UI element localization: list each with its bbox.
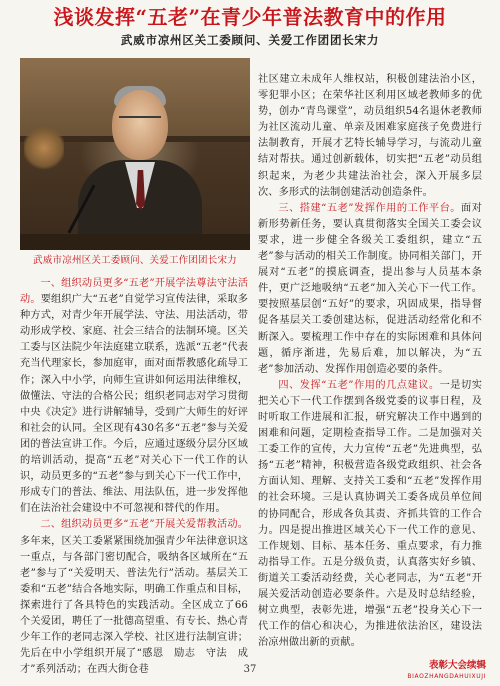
photo-desk bbox=[20, 234, 250, 250]
section-2 bbox=[20, 517, 248, 678]
footer-brand bbox=[407, 660, 486, 682]
photo-person-glasses bbox=[119, 116, 161, 128]
photo-caption: 武威市凉州区关工委顾问、关爱工作团团长宋力 bbox=[33, 255, 237, 266]
author-photo bbox=[20, 58, 250, 250]
section-3-heading: 三、搭建“五老”发挥作用的工作平台。 bbox=[278, 202, 462, 214]
section-4-body: 一是切实把关心下一代工作摆到各级党委的议事日程，及时听取工作进展和汇报，研究解决工作中遇到的困难和问题，定期检查指导工作。二是加强对关工委工作的宣传，大力宣传“五老”先进典型，弘扬“五老”精神，积极营造各级党政组织、社会各方面认知、理解、支持关工委和“五老”发挥作用的社会环境。三是认真协调关工委各成员单位间的协同配合，形成各负其责、齐抓共管的工作合力。四是提出推进区域关心下一代工作的意见、工作规划、目标、基本任务、重点要求，有力推动指导工作。五是分级负责，认真落实好乡镇、街道关工委活动经费，关心老同志，为“五老”开展关爱活动创造必要条件。六是及时总结经验，树立典型，表彰先进，增强“五老”投身关心下一代工作的信心和决心，为推进依法治区，建设法治凉州做出新的贡献。 bbox=[258, 379, 482, 649]
article-title: 浅谈发挥“五老”在青少年普法教育中的作用 bbox=[53, 5, 447, 29]
page-number: 37 bbox=[243, 664, 257, 675]
right-column bbox=[258, 72, 482, 651]
section-1-body: 要组织广大“五老”自觉学习宣传法律，采取多种方式，对青少年开展学法、守法、用法活动，带动形成学校、家庭、社会三结合的法制环境。区关工委与区法院少年法庭建立联系，选派“五老”代表充当代理家长，参加庭审，面对面帮教感化疏导工作；深入中小学，向师生宣讲如何运用法律维权，做懂法、守法的合格公民；组织老同志对学习贯彻中央《决定》进行讲解辅导，受到广大师生的好评和社会的认同。全区现有430名多“五老”参与关爱团的普法宣讲工作。今后，应通过逐级分层分区域的培训活动，提高“五老”对关心下一代工作的认识，动员更多的“五老”参与到关心下一代工作中，形成专门的普法、维法、用法队伍，进一步发挥他们在法治社会建设中不可忽视和替代的作用。 bbox=[20, 294, 249, 515]
footer-brand-title: 表彰大会续辑 bbox=[428, 660, 486, 671]
section-2-continued: 社区建立未成年人维权站，积极创建法治小区，零犯罪小区；在荣华社区利用区域老教师多的优势，创办“青鸟课堂”，动员组织54名退休老教师为社区流动儿童、单亲及困难家庭孩子免费进行法制教育，开展才艺特长辅导学习，与流动儿童结对帮扶。通过创新载体，切实把“五老”动员组织起来，为老少共建法治社会，深入开展多层次、多形式的法制创建活动创造条件。 bbox=[258, 74, 482, 198]
author-byline: 武威市凉州区关工委顾问、关爱工作团团长宋力 bbox=[120, 33, 380, 47]
left-column bbox=[20, 276, 248, 678]
section-3-body: 面对新形势新任务，要认真贯彻落实全国关工委会议要求，进一步健全各级关工委组织，建立“五老”参与活动的相关工作制度。协同相关部门，开展对“五老”的摸底调查，提出参与人员基本条件，更广泛地吸纳“五老”加入关心下一代工作。要按照基层创“五好”的要求，巩固成果，指导督促各基层关工委创建达标，促进活动经常化和不断深入。要梳理工作中存在的实际困难和具体问题，循序渐进，先易后难，加以解决，为“五老”参加活动、发挥作用创造必要的条件。 bbox=[258, 202, 483, 375]
section-1 bbox=[20, 276, 248, 517]
section-3 bbox=[258, 201, 482, 378]
footer-brand-pinyin: BIAOZHANGDAHUIXUJI bbox=[407, 673, 486, 680]
section-2-heading: 二、组织动员更多“五老”开展关爱帮教活动。 bbox=[40, 519, 248, 531]
section-4 bbox=[258, 378, 482, 652]
section-4-heading: 四、发挥“五老”作用的几点建议。 bbox=[278, 379, 440, 391]
section-1-heading: 一、组织动员更多“五老”开展学法尊法守法活动。 bbox=[20, 278, 248, 306]
section-2-body: 多年来，区关工委紧紧围绕加强青少年法律意识这一重点，与各部门密切配合，吸纳各区域所在“五老”参与了“关爱明天、普法先行”活动。基层关工委和“五老”结合各地实际，明确工作重点和目标，探索进行了各具特色的实践活动。全区成立了66个关爱团，聘任了一批德高望重、有专长、热心青少年工作的老同志深入学校、社区进行法制宣讲；先后在中小学组织开展了“感恩 励志 守法 成才”系列活动；在西大街仓巷 bbox=[20, 535, 248, 676]
photo-flowers bbox=[24, 118, 64, 188]
